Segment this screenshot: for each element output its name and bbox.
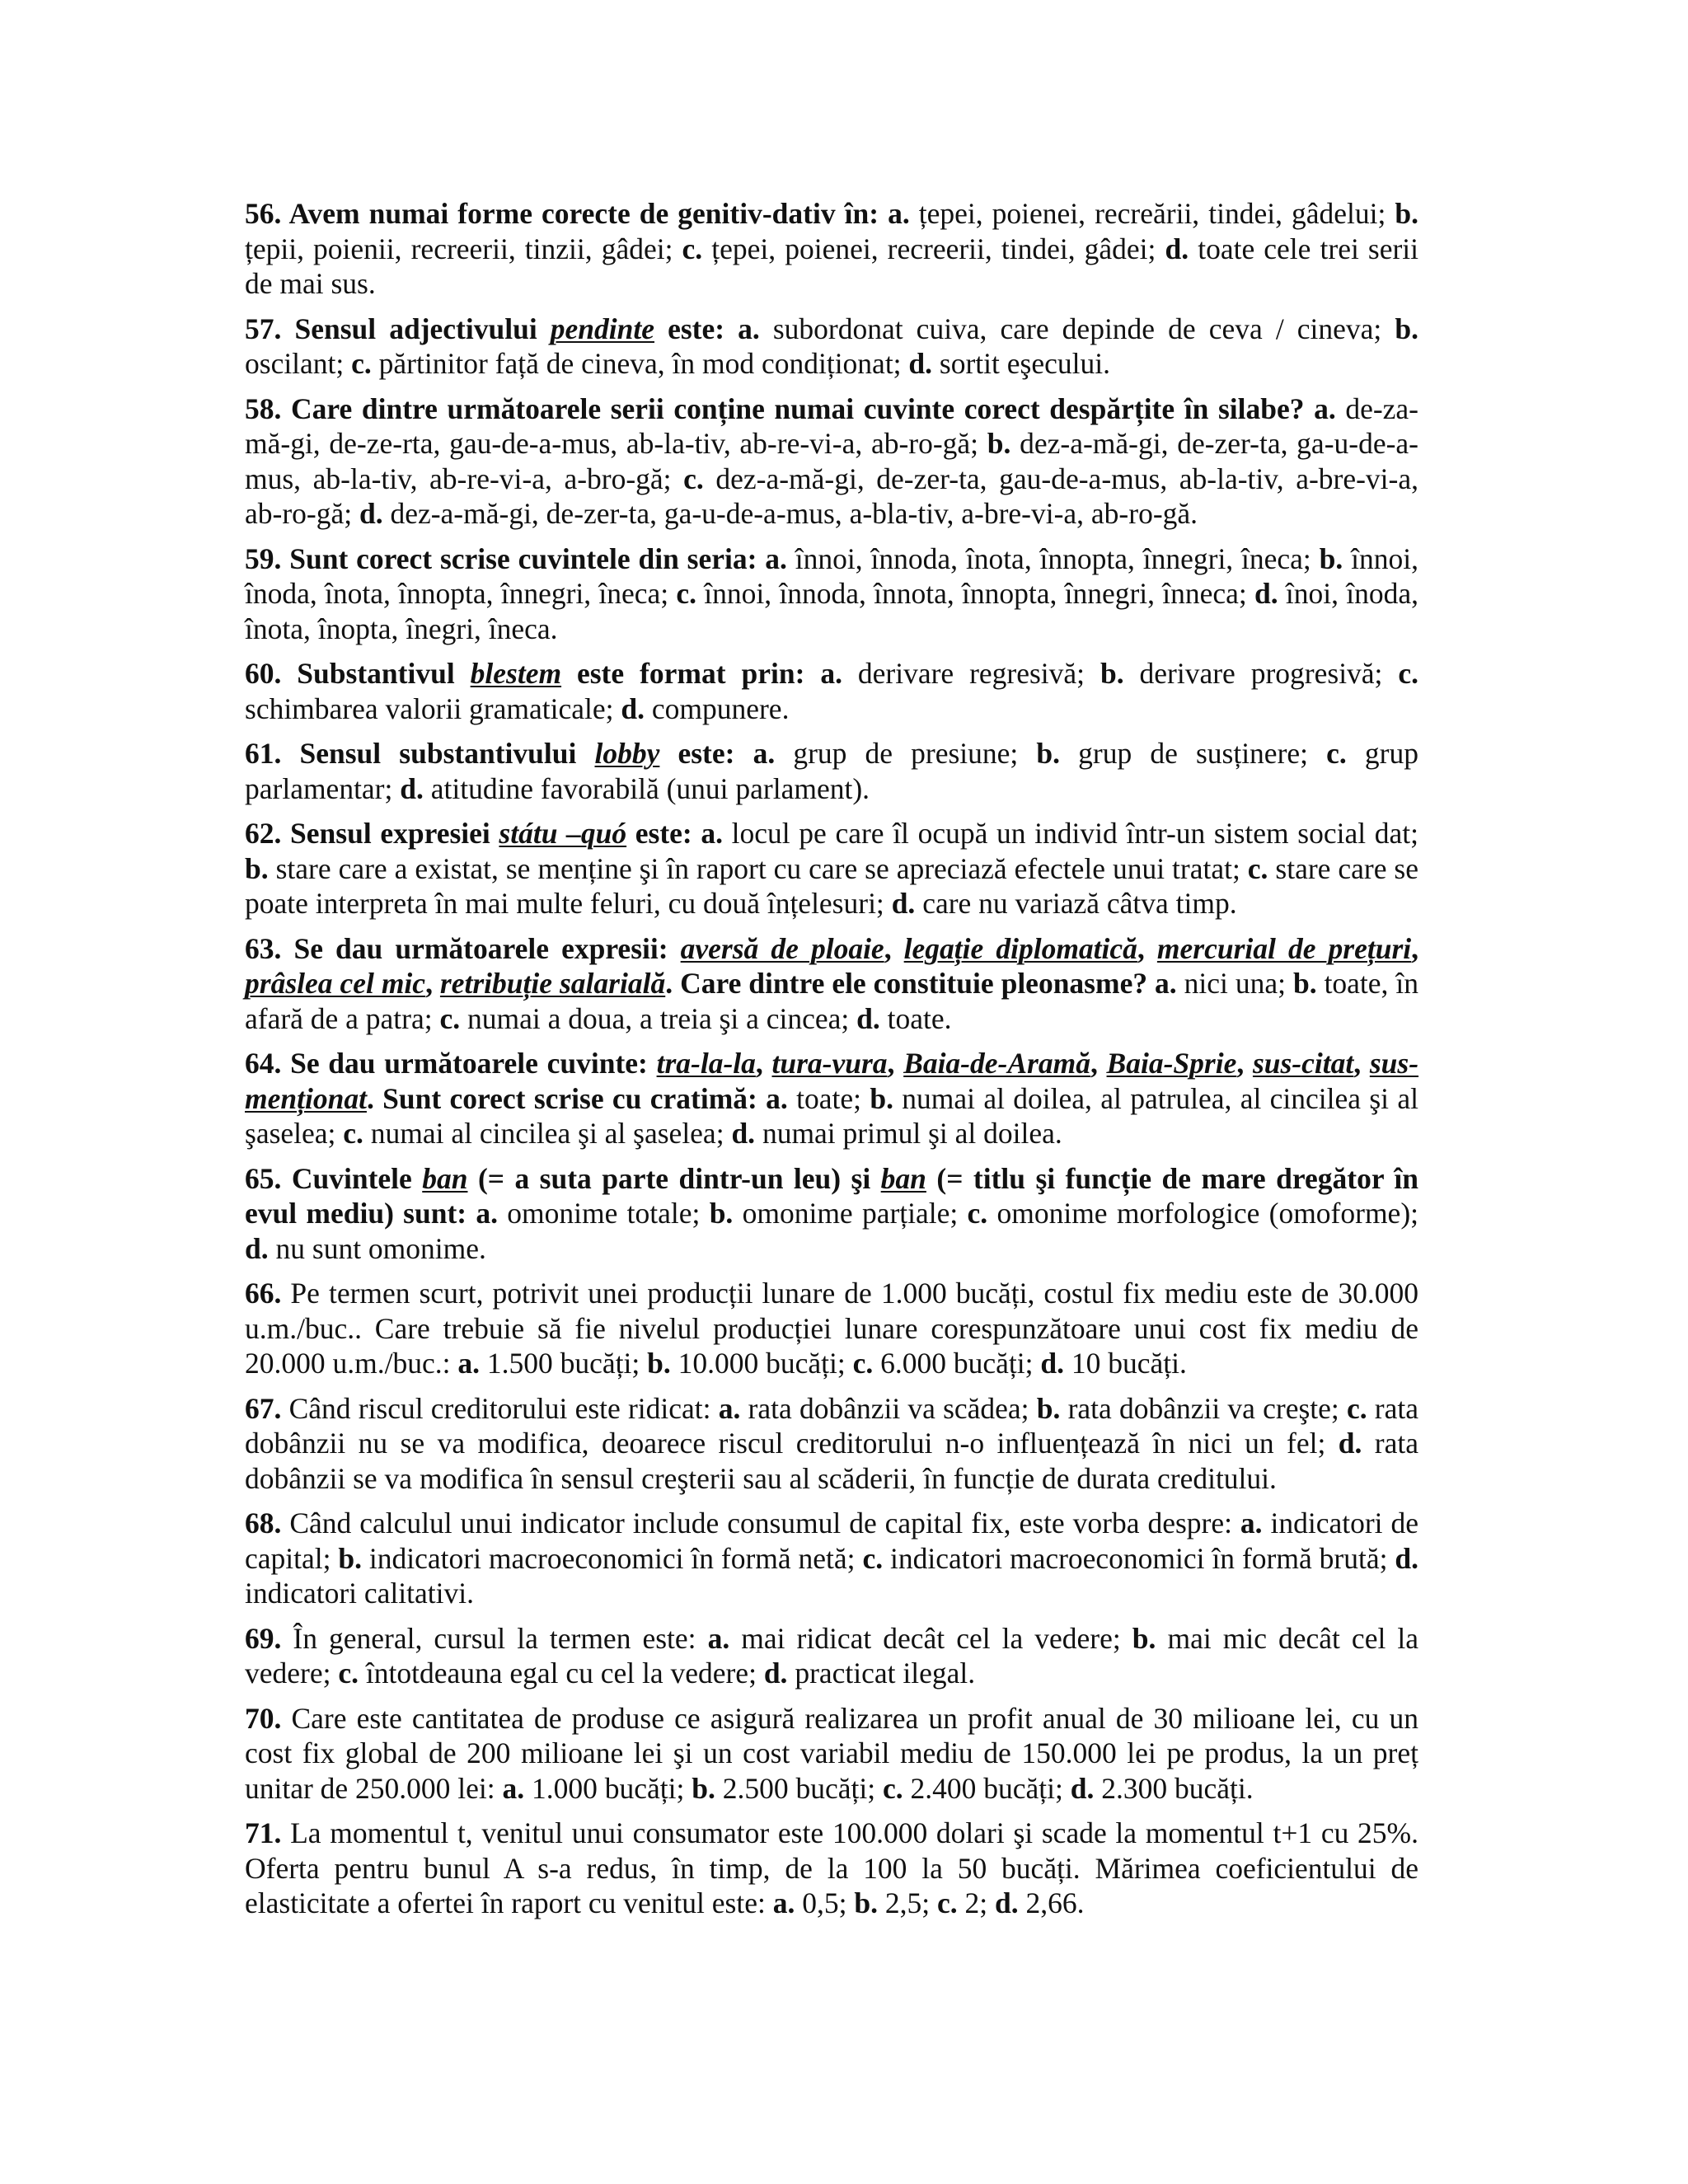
bold-text: b.	[709, 1197, 734, 1230]
bold-text: 61. Sensul substantivului	[245, 737, 595, 770]
bold-text: 69.	[245, 1621, 282, 1655]
bold-text: 66.	[245, 1277, 282, 1310]
underlined-term: státu –quó	[499, 817, 627, 850]
answer-text: compunere.	[644, 691, 790, 725]
bold-text: 71.	[245, 1816, 282, 1849]
question-67	[245, 1391, 1418, 1497]
bold-text: c.	[351, 347, 372, 380]
bold-text: b.	[987, 427, 1011, 460]
answer-text: 2;	[957, 1886, 995, 1919]
bold-text: ,	[425, 967, 440, 1000]
bold-text: ,	[887, 1047, 904, 1080]
answer-text: Pe termen scurt, potrivit unei producții lunare de 1.000 bucăți, costul fix mediu este de 30.000 u.m./buc.. Care trebuie să fie nivelul producției lunare corespunzătoare unui cost fix mediu de 20.000 u.m./buc.:	[245, 1277, 1418, 1380]
bold-text: c.	[967, 1197, 988, 1230]
answer-text: grup de presiune;	[775, 737, 1037, 770]
answer-text: 2,66.	[1018, 1886, 1085, 1919]
bold-text: b.	[647, 1347, 671, 1380]
question-62	[245, 816, 1418, 921]
bold-text: c.	[1346, 1391, 1367, 1425]
answer-text: 6.000 bucăți;	[873, 1347, 1041, 1380]
answer-text: toate.	[879, 1001, 952, 1035]
bold-text: a.	[707, 1621, 730, 1655]
bold-text: d.	[400, 771, 424, 805]
answer-text: 0,5;	[795, 1886, 855, 1919]
answer-text: indicatori macroeconomici în formă netă;	[362, 1541, 863, 1575]
bold-text: d.	[1338, 1427, 1362, 1460]
answer-text: Când riscul creditorului este ridicat:	[281, 1391, 719, 1425]
answer-text: înnoi, înnoda, înota, înnopta, înnegri, îneca;	[786, 541, 1320, 575]
bold-text: 60. Substantivul	[245, 657, 471, 690]
answer-text: stare care a existat, se menține şi în raport cu care se apreciază efectele unui tratat;	[268, 851, 1248, 885]
bold-text: d.	[1254, 577, 1278, 610]
answer-text: 1.500 bucăți;	[479, 1347, 648, 1380]
bold-text: 62. Sensul expresiei	[245, 817, 499, 850]
question-60	[245, 656, 1418, 726]
underlined-term: tra-la-la	[656, 1047, 756, 1080]
bold-text: b.	[854, 1886, 878, 1919]
underlined-term: lobby	[594, 737, 660, 770]
bold-text: d.	[1070, 1771, 1095, 1805]
answer-text: numai al cincilea şi al şaselea;	[363, 1117, 732, 1150]
answer-text: înnoi, înoda, înota, înnopta, înnegri, îneca;	[245, 541, 1418, 610]
answer-text: 2.500 bucăți;	[715, 1771, 884, 1805]
answer-text: indicatori calitativi.	[245, 1577, 474, 1610]
answer-text: toate cele trei serii de mai sus.	[245, 232, 1419, 300]
answer-text: locul pe care îl ocupă un individ într-un sistem social dat;	[723, 817, 1418, 850]
answer-text: părtinitor față de cineva, în mod condiționat;	[371, 347, 909, 380]
bold-text: 59. Sunt corect scrise cuvintele din seria: a.	[245, 541, 787, 575]
bold-text: ,	[1090, 1047, 1107, 1080]
underlined-term: prâslea cel mic	[245, 967, 426, 1000]
answer-text: oscilant;	[245, 347, 352, 380]
answer-text: întotdeauna egal cu cel la vedere;	[358, 1657, 764, 1690]
answer-text: toate, în afară de a patra;	[245, 967, 1419, 1035]
answer-text: schimbarea valorii gramaticale;	[245, 691, 621, 725]
bold-text: a.	[772, 1886, 795, 1919]
answer-text: nu sunt omonime.	[268, 1231, 486, 1265]
bold-text: b.	[338, 1541, 363, 1575]
answer-text: dez-a-mă-gi, de-zer-ta, ga-u-de-a-mus, ab-la-tiv, ab-re-vi-a, a-bro-gă;	[245, 427, 1418, 495]
underlined-term: aversă de ploaie	[680, 931, 884, 965]
bold-text: d.	[621, 691, 645, 725]
answer-text: 2,5;	[877, 1886, 937, 1919]
answer-text: 10.000 bucăți;	[670, 1347, 853, 1380]
answer-text: grup parlamentar;	[245, 737, 1418, 805]
bold-text: ,	[755, 1047, 772, 1080]
underlined-term: retribuție salarială	[439, 967, 666, 1000]
answer-text: nici una;	[1176, 967, 1293, 1000]
bold-text: d.	[994, 1886, 1019, 1919]
bold-text: d.	[856, 1001, 880, 1035]
answer-text: stare care se poate interpreta în mai multe feluri, cu două înțelesuri;	[245, 851, 1418, 920]
bold-text: este: a.	[654, 312, 760, 345]
question-64	[245, 1046, 1418, 1151]
bold-text: . Sunt corect scrise cu cratimă: a.	[366, 1081, 788, 1115]
underlined-term: tura-vura	[771, 1047, 888, 1080]
question-56	[245, 196, 1418, 302]
question-58	[245, 391, 1418, 532]
answer-text: dez-a-mă-gi, de-zer-ta, gau-de-a-mus, ab-la-tiv, a-bre-vi-a, ab-ro-gă;	[245, 462, 1418, 530]
bold-text: a.	[718, 1391, 741, 1425]
bold-text: 70.	[245, 1701, 282, 1735]
bold-text: b.	[1395, 312, 1418, 345]
bold-text: b.	[1395, 197, 1419, 230]
bold-text: c.	[852, 1347, 874, 1380]
bold-text: 68.	[245, 1507, 282, 1540]
bold-text: d.	[891, 887, 916, 920]
bold-text: b.	[245, 851, 269, 885]
bold-text: b.	[1036, 1391, 1061, 1425]
bold-text: d.	[731, 1117, 756, 1150]
answer-text: înoi, înoda, înota, înopta, înegri, îneca.	[245, 577, 1418, 645]
answer-text: Care este cantitatea de produse ce asigură realizarea un profit anual de 30 milioane lei, cu un cost fix global de 200 milioane lei şi un cost variabil mediu de 150.000 lei pe produs, la un preț unitar de 250.000 lei:	[245, 1701, 1418, 1805]
bold-text: d.	[359, 497, 383, 530]
answer-text: 2.400 bucăți;	[903, 1771, 1071, 1805]
answer-text: indicatori de capital;	[245, 1507, 1419, 1575]
answer-text: omonime morfologice (omoforme);	[987, 1197, 1419, 1230]
bold-text: d.	[763, 1657, 788, 1690]
answer-text: 2.300 bucăți.	[1094, 1771, 1254, 1805]
bold-text: d.	[245, 1231, 269, 1265]
bold-text: c.	[883, 1771, 903, 1805]
bold-text: 67.	[245, 1391, 282, 1425]
bold-text: c.	[1247, 851, 1268, 885]
bold-text: 65. Cuvintele	[245, 1161, 423, 1195]
answer-text: derivare regresivă;	[842, 657, 1100, 690]
answer-text: atitudine favorabilă (unui parlament).	[423, 771, 870, 805]
bold-text: c.	[683, 462, 704, 495]
underlined-term: legație diplomatică	[903, 931, 1137, 965]
bold-text: b.	[692, 1771, 715, 1805]
bold-text: 57. Sensul adjectivului	[245, 312, 551, 345]
bold-text: a.	[457, 1347, 480, 1380]
answer-text: care nu variază câtva timp.	[915, 887, 1237, 920]
answer-text: înnoi, înnoda, înnota, înnopta, înnegri, înneca;	[696, 577, 1255, 610]
bold-text: 63. Se dau următoarele expresii:	[245, 931, 681, 965]
answer-text: numai primul şi al doilea.	[755, 1117, 1062, 1150]
underlined-term: sus-menționat	[245, 1047, 1419, 1115]
underlined-term: Baia-de-Aramă	[903, 1047, 1090, 1080]
bold-text: c.	[862, 1541, 884, 1575]
underlined-term: sus-citat	[1252, 1047, 1354, 1080]
answer-text: Când calculul unui indicator include consumul de capital fix, este vorba despre:	[281, 1507, 1240, 1540]
document-page	[245, 196, 1418, 1931]
answer-text: derivare progresivă;	[1123, 657, 1399, 690]
answer-text: toate;	[787, 1081, 870, 1115]
bold-text: b.	[1132, 1621, 1156, 1655]
bold-text: este: a.	[659, 737, 776, 770]
answer-text: țepii, poienii, recreerii, tinzii, gâdei;	[245, 232, 682, 265]
bold-text: d.	[908, 347, 933, 380]
question-70	[245, 1701, 1418, 1807]
answer-text: practicat ilegal.	[787, 1657, 976, 1690]
bold-text: 64. Se dau următoarele cuvinte:	[245, 1047, 657, 1080]
bold-text: c.	[343, 1117, 363, 1150]
bold-text: ,	[884, 931, 904, 965]
answer-text: omonime totale;	[498, 1197, 710, 1230]
bold-text: 58. Care dintre următoarele serii conține numai cuvinte corect despărțite în silabe? a.	[245, 391, 1336, 425]
answer-text: țepei, poienei, recreării, tindei, gâdelui;	[909, 197, 1395, 230]
bold-text: (= a suta parte dintr-un leu) şi	[467, 1161, 881, 1195]
bold-text: ,	[1137, 931, 1157, 965]
question-59	[245, 541, 1418, 647]
answer-text: mai ridicat decât cel la vedere;	[729, 1621, 1132, 1655]
answer-text: țepei, poienei, recreerii, tindei, gâdei;	[702, 232, 1165, 265]
bold-text: ,	[1353, 1047, 1370, 1080]
question-65	[245, 1161, 1418, 1267]
answer-text: 1.000 bucăți;	[524, 1771, 692, 1805]
bold-text: c.	[338, 1657, 359, 1690]
bold-text: . Care dintre ele constituie pleonasme? a.	[665, 967, 1177, 1000]
bold-text: c.	[1398, 657, 1418, 690]
underlined-term: pendinte	[550, 312, 654, 345]
bold-text: b.	[1100, 657, 1124, 690]
answer-text: rata dobânzii va creşte;	[1060, 1391, 1347, 1425]
answer-text: subordonat cuiva, care depinde de ceva / cineva;	[759, 312, 1395, 345]
question-68	[245, 1506, 1418, 1611]
bold-text: c.	[676, 577, 697, 610]
answer-text: rata dobânzii va scădea;	[740, 1391, 1037, 1425]
question-71	[245, 1816, 1418, 1921]
answer-text: mai mic decât cel la vedere;	[245, 1621, 1418, 1690]
answer-text: rata dobânzii se va modifica în sensul creşterii sau al scăderii, în funcție de durata creditului.	[245, 1427, 1418, 1495]
bold-text: b.	[1319, 541, 1343, 575]
answer-text: de-za-mă-gi, de-ze-rta, gau-de-a-mus, ab-la-tiv, ab-re-vi-a, ab-ro-gă;	[245, 391, 1419, 460]
bold-text: a.	[502, 1771, 525, 1805]
bold-text: este format prin: a.	[561, 657, 842, 690]
bold-text: b.	[1292, 967, 1317, 1000]
bold-text: d.	[1165, 232, 1189, 265]
bold-text: d.	[1395, 1541, 1418, 1575]
bold-text: c.	[682, 232, 703, 265]
question-57	[245, 312, 1418, 382]
answer-text: numai a doua, a treia şi a cincea;	[460, 1001, 857, 1035]
question-63	[245, 931, 1418, 1037]
answer-text: sortit eşecului.	[932, 347, 1110, 380]
bold-text: c.	[439, 1001, 461, 1035]
answer-text: numai al doilea, al patrulea, al cincilea şi al şaselea;	[245, 1081, 1418, 1150]
underlined-term: blestem	[470, 657, 562, 690]
bold-text: a.	[1240, 1507, 1263, 1540]
underlined-term: mercurial de prețuri	[1156, 931, 1412, 965]
underlined-term: Baia-Sprie	[1106, 1047, 1237, 1080]
answer-text: În general, cursul la termen este:	[281, 1621, 708, 1655]
bold-text: 56. Avem numai forme corecte de genitiv-dativ în: a.	[245, 197, 910, 230]
bold-text: ,	[1236, 1047, 1253, 1080]
underlined-term: ban	[422, 1161, 468, 1195]
answer-text: La momentul t, venitul unui consumator este 100.000 dolari şi scade la momentul t+1 cu 25%. Oferta pentru bunul A s-a redus, în timp, de la 100 la 50 bucăți. Mărimea coeficientului de elasticitate a ofertei în raport cu venitul este:	[245, 1816, 1418, 1919]
answer-text: dez-a-mă-gi, de-zer-ta, ga-u-de-a-mus, a-bla-tiv, a-bre-vi-a, ab-ro-gă.	[382, 497, 1198, 530]
question-61	[245, 736, 1418, 806]
question-66	[245, 1276, 1418, 1381]
answer-text: omonime parțiale;	[733, 1197, 968, 1230]
bold-text: b.	[870, 1081, 893, 1115]
answer-text: indicatori macroeconomici în formă brută;	[883, 1541, 1395, 1575]
answer-text: 10 bucăți.	[1063, 1347, 1187, 1380]
bold-text: c.	[1326, 737, 1347, 770]
bold-text: ,	[1411, 931, 1419, 965]
question-69	[245, 1621, 1418, 1691]
bold-text: este: a.	[626, 817, 724, 850]
answer-text: rata dobânzii nu se va modifica, deoarece riscul creditorului n-o influențează în nici un fel;	[245, 1391, 1418, 1460]
bold-text: (= titlu şi funcție de mare dregător în evul mediu) sunt: a.	[245, 1161, 1419, 1230]
bold-text: b.	[1036, 737, 1061, 770]
answer-text: grup de susținere;	[1060, 737, 1327, 770]
underlined-term: ban	[880, 1161, 926, 1195]
bold-text: c.	[936, 1886, 958, 1919]
bold-text: d.	[1040, 1347, 1064, 1380]
